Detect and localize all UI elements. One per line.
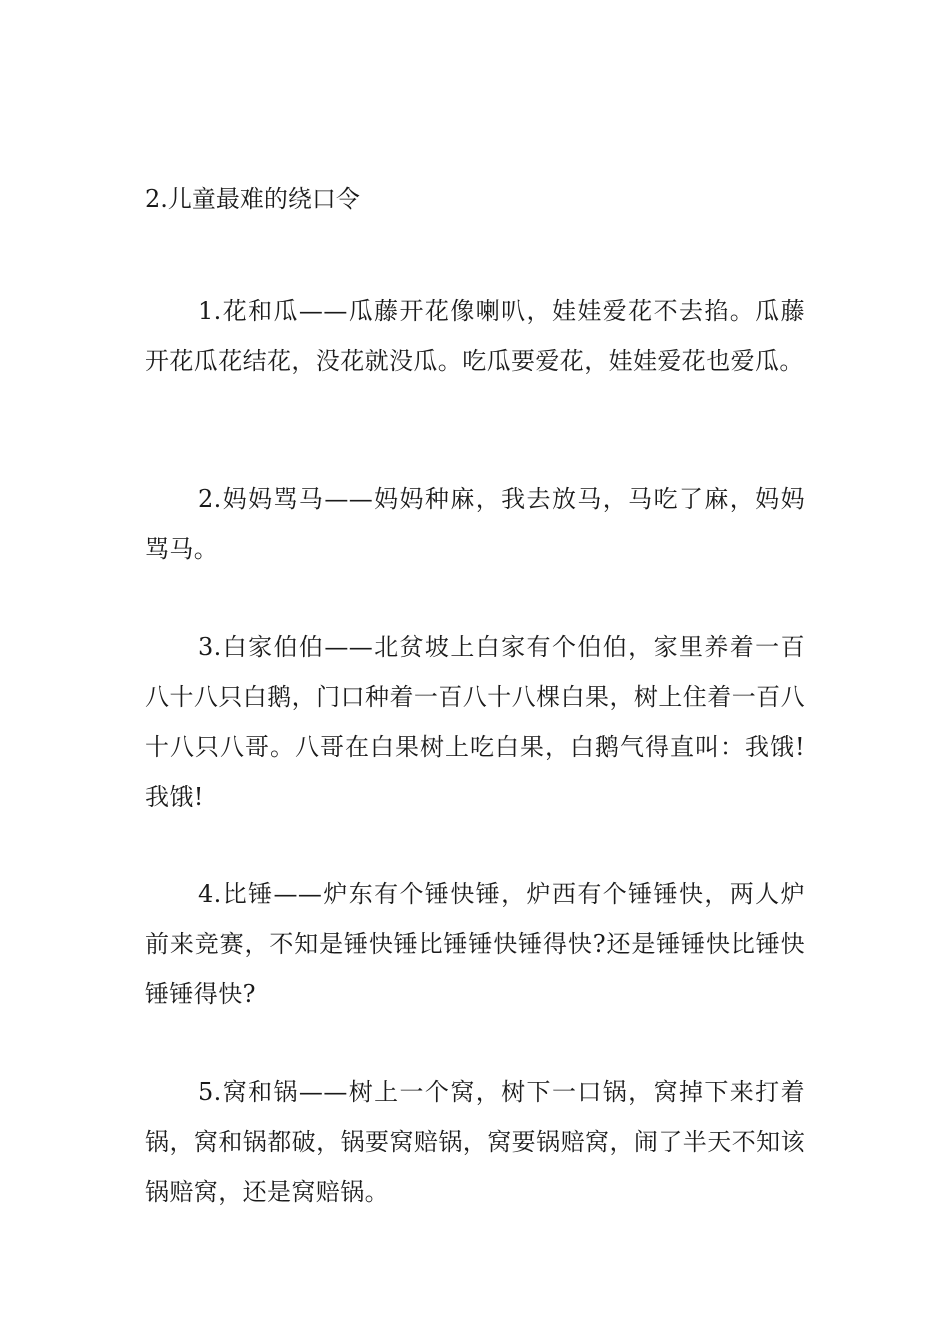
tongue-twister-paragraph: 5.窝和锅——树上一个窝，树下一口锅，窝掉下来打着锅，窝和锅都破，锅要窝赔锅，窝要锅赔窝，闹了半天不知该锅赔窝，还是窝赔锅。 <box>145 1078 805 1206</box>
section-heading: 2.儿童最难的绕口令 <box>145 185 360 213</box>
tongue-twister-paragraph: 3.白家伯伯——北贫坡上白家有个伯伯，家里养着一百八十八只白鹅，门口种着一百八十八棵白果，树上住着一百八十八只八哥。八哥在白果树上吃白果，白鹅气得直叫：我饿!我饿! <box>145 633 805 811</box>
tongue-twister-paragraph: 4.比锤——炉东有个锤快锤，炉西有个锤锤快，两人炉前来竞赛，不知是锤快锤比锤锤快锤得快?还是锤锤快比锤快锤锤得快? <box>145 880 805 1008</box>
tongue-twister-paragraph: 2.妈妈骂马——妈妈种麻，我去放马，马吃了麻，妈妈骂马。 <box>145 485 805 563</box>
tongue-twister-paragraph: 1.花和瓜——瓜藤开花像喇叭，娃娃爱花不去掐。瓜藤开花瓜花结花，没花就没瓜。吃瓜要爱花，娃娃爱花也爱瓜。 <box>145 297 805 375</box>
